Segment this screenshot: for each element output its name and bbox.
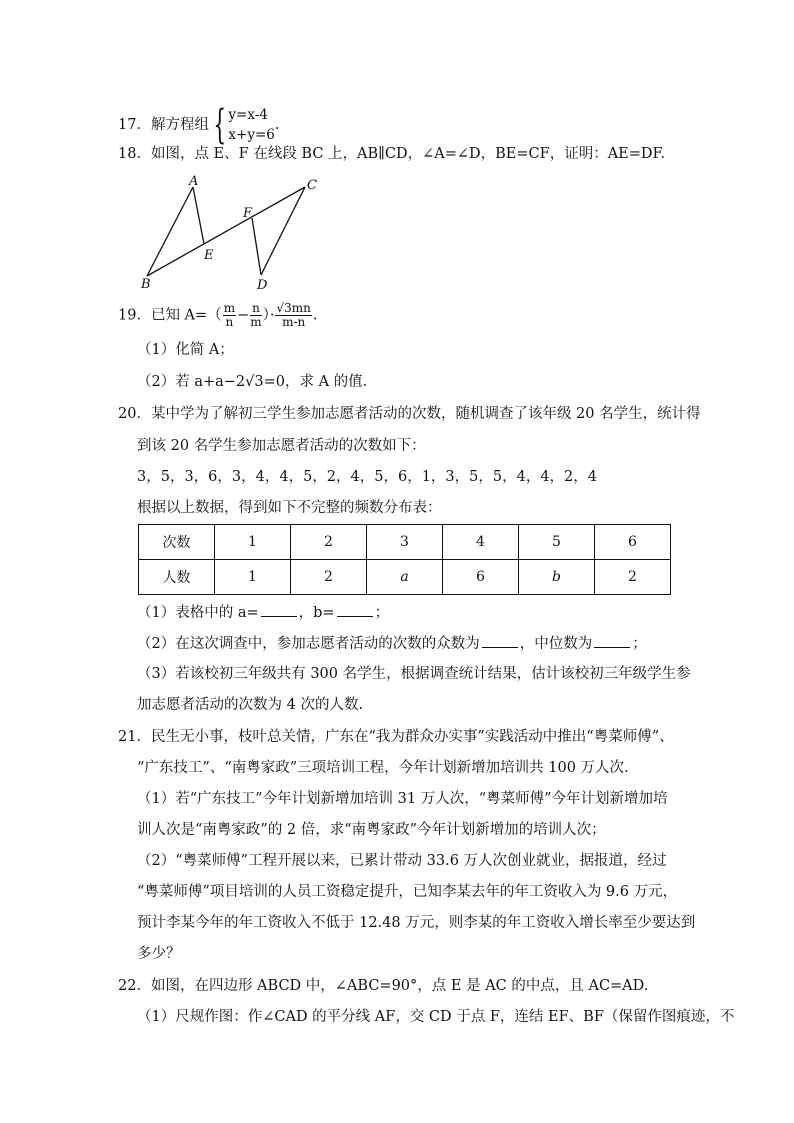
answer-blank[interactable]	[337, 602, 373, 617]
q18-text: 如图，点 E、F 在线段 BC 上，AB∥CD，∠A=∠D，BE=CF，证明：AE=DF.	[150, 146, 665, 162]
q20-part2	[137, 633, 647, 654]
q21-part2-line4: 多少？	[137, 946, 181, 962]
denominator: n	[225, 315, 234, 329]
text: ；	[632, 636, 647, 652]
table-cell: 3	[367, 525, 443, 560]
q19-pre: 已知 A=（	[150, 307, 222, 324]
question-number: 20．	[118, 406, 151, 422]
label-b: B	[141, 277, 151, 292]
q21-part2-line3: 预计李某今年的年工资收入不低于 12.48 万元，则李某的年工资收入增长率至少要达到	[137, 915, 696, 931]
table-cell: 6	[595, 525, 671, 560]
answer-blank[interactable]	[594, 633, 630, 648]
q21-part2-line2: “粤菜师傅”项目培训的人员工资稳定提升，已知李某去年的年工资收入为 9.6 万元，	[137, 884, 678, 900]
table-cell: 2	[595, 560, 671, 595]
q20-line4: 根据以上数据，得到如下不完整的频数分布表：	[137, 500, 442, 516]
table-cell: 人数	[139, 560, 215, 595]
text: ；	[374, 605, 390, 621]
q22-part1: （1）尺规作图：作∠CAD 的平分线 AF，交 CD 于点 F，连结 EF、BF（保留作图痕迹，不	[137, 1009, 735, 1025]
question-number: 21．	[118, 729, 151, 745]
text: （2）在这次调查中，参加志愿者活动的次数的众数为	[137, 636, 480, 652]
numerator: √3mn	[276, 301, 311, 315]
fraction-m-n	[223, 302, 236, 329]
q20-part3-line2: 加志愿者活动的次数为 4 次的人数.	[137, 697, 364, 713]
minus-sign: −	[237, 307, 250, 324]
label-e: E	[204, 248, 214, 263]
q19	[118, 302, 317, 329]
label-f: F	[243, 206, 253, 221]
label-d: D	[257, 278, 268, 292]
equation-1: y=x-4	[228, 107, 268, 123]
question-number: 17．	[118, 117, 151, 133]
segment-ae	[193, 187, 204, 244]
geometry-figure	[135, 172, 325, 292]
table-cell: 6	[443, 560, 519, 595]
period: .	[312, 307, 318, 324]
q18	[118, 144, 665, 164]
segment-cd	[261, 187, 305, 275]
text: ，b=	[298, 605, 335, 621]
question-number: 19．	[118, 307, 151, 324]
table-cell: b	[519, 560, 595, 595]
q17-text: 解方程组	[150, 117, 209, 133]
q20	[118, 404, 701, 424]
label-c: C	[307, 178, 317, 193]
denominator: m	[250, 315, 262, 329]
label-a: A	[189, 174, 199, 189]
question-number: 22．	[118, 978, 151, 994]
brace-icon: {	[213, 102, 227, 148]
q17	[118, 102, 280, 148]
q21	[118, 727, 674, 747]
fraction-n-m	[250, 302, 261, 329]
denominator: m-n	[282, 315, 306, 329]
answer-blank[interactable]	[261, 602, 297, 617]
table-cell: 次数	[139, 525, 215, 560]
q20-line1: 某中学为了解初三学生参加志愿者活动的次数，随机调查了该年级 20 名学生，统计得	[150, 406, 701, 422]
table-cell: 5	[519, 525, 595, 560]
answer-blank[interactable]	[482, 633, 518, 648]
q19-part2: （2）若 a+a−2√3=0，求 A 的值.	[137, 374, 368, 390]
table-cell: 2	[291, 560, 367, 595]
q21-part1-line1: （1）若“广东技工”今年计划新增加培训 31 万人次，“粤菜师傅”今年计划新增加培	[137, 791, 668, 807]
q20-part1	[137, 602, 389, 623]
text: ，中位数为	[519, 636, 593, 652]
equation-2: x+y=6	[228, 127, 275, 143]
q19-part1: （1）化简 A；	[137, 342, 234, 358]
frequency-table	[138, 524, 671, 595]
q19-post: ）·	[262, 307, 275, 324]
table-row	[139, 525, 671, 560]
q20-part3-line1: （3）若该校初三年级共有 300 名学生，根据调查统计结果，估计该校初三年级学生参	[137, 666, 691, 682]
table-cell: 1	[215, 525, 291, 560]
table-cell: 1	[215, 560, 291, 595]
q22	[118, 976, 648, 996]
q21-part2-line1: （2）“粤菜师傅”工程开展以来，已累计带动 33.6 万人次创业就业，据报道，经过	[137, 853, 667, 869]
period: .	[274, 117, 280, 133]
text: （1）表格中的 a=	[137, 605, 259, 621]
q21-part1-line2: 训人次是“南粤家政”的 2 倍，求“南粤家政”今年计划新增加的培训人次；	[137, 822, 606, 838]
table-cell: 2	[291, 525, 367, 560]
question-number: 18．	[118, 146, 151, 162]
table-cell: 4	[443, 525, 519, 560]
table-row	[139, 560, 671, 595]
fraction-sqrt3mn	[275, 302, 311, 329]
numerator: m	[223, 301, 236, 315]
numerator: n	[252, 301, 260, 315]
segment-df	[252, 218, 261, 275]
q21-line2: “广东技工”、“南粤家政”三项培训工程，今年计划新增加培训共 100 万人次.	[137, 760, 629, 776]
q22-line1: 如图，在四边形 ABCD 中，∠ABC=90°，点 E 是 AC 的中点，且 AC=AD.	[150, 978, 649, 994]
q20-data: 3，5，3，6，3，4，4，5，2，4，5，6，1，3，5，5，4，4，2，4	[137, 469, 598, 485]
equation-system	[228, 105, 274, 145]
q20-line2: 到该 20 名学生参加志愿者活动的次数如下：	[137, 438, 426, 454]
q21-line1: 民生无小事，枝叶总关情，广东在“我为群众办实事”实践活动中推出“粤菜师傅”、	[150, 729, 674, 745]
table-cell: a	[367, 560, 443, 595]
